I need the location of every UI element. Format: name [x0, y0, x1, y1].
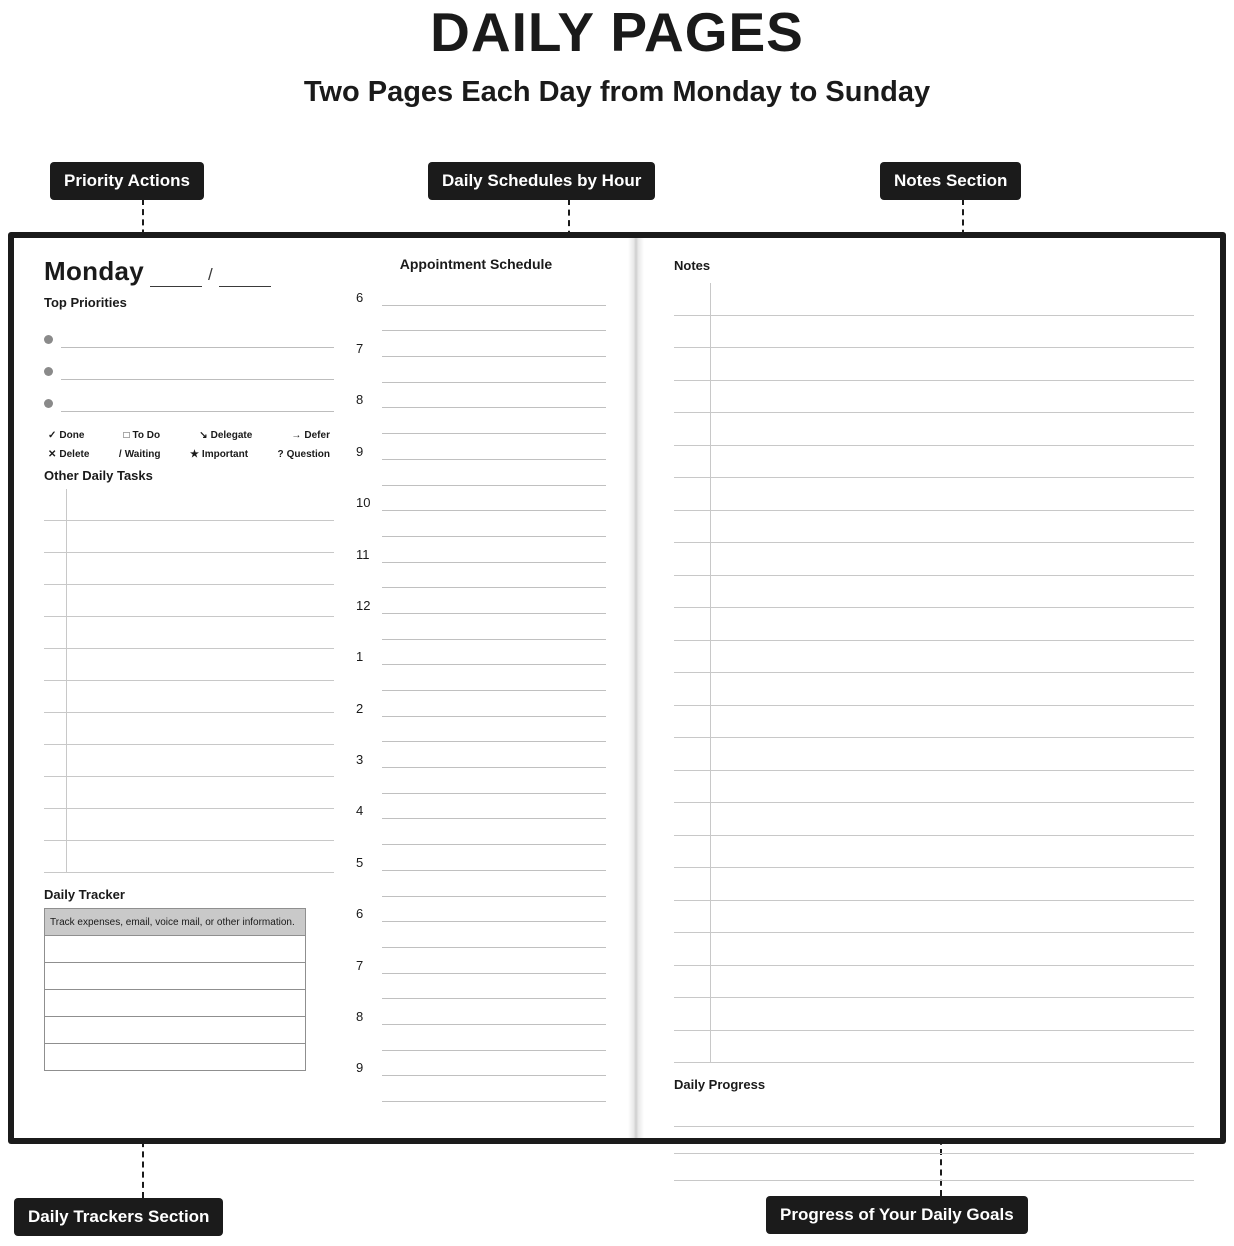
- legend-label: Question: [286, 449, 330, 460]
- schedule-row-6-half[interactable]: [356, 922, 606, 948]
- schedule-row-2-half[interactable]: [356, 717, 606, 743]
- tracker-cell[interactable]: [45, 990, 306, 1017]
- legend-row-2: [44, 449, 334, 460]
- tasks-column: [44, 256, 334, 1128]
- legend-label: Delete: [59, 449, 90, 460]
- schedule-hour-label: 5: [356, 854, 364, 870]
- callout-daily-trackers: Daily Trackers Section: [14, 1198, 223, 1236]
- schedule-hour-label: 9: [356, 1060, 364, 1076]
- task-symbol-legend: [44, 430, 334, 460]
- task-margin-rule: [66, 489, 67, 873]
- notes-line[interactable]: [674, 576, 1194, 609]
- schedule-rule: [382, 510, 606, 511]
- bullet-icon: [44, 367, 53, 376]
- other-daily-tasks-label: Other Daily Tasks: [44, 468, 153, 483]
- schedule-rule: [382, 356, 606, 357]
- notes-line[interactable]: [674, 283, 1194, 316]
- legend-label: Done: [59, 430, 85, 441]
- schedule-row-2[interactable]: [356, 691, 606, 717]
- notes-line[interactable]: [674, 933, 1194, 966]
- schedule-rule: [382, 741, 606, 742]
- schedule-rule: [382, 818, 606, 819]
- tracker-cell[interactable]: [45, 963, 306, 990]
- legend-symbol-icon: ↘: [199, 430, 208, 441]
- schedule-hour-label: 9: [356, 443, 364, 459]
- schedule-row-3[interactable]: [356, 742, 606, 768]
- schedule-rule: [382, 1050, 606, 1051]
- schedule-rule: [382, 433, 606, 434]
- schedule-rule: [382, 690, 606, 691]
- task-line[interactable]: [44, 777, 334, 809]
- table-row[interactable]: [45, 1044, 306, 1071]
- legend-item-to-do: [123, 430, 160, 441]
- tracker-cell[interactable]: [45, 936, 306, 963]
- planner-book: [8, 232, 1226, 1144]
- schedule-rule: [382, 998, 606, 999]
- notes-margin-rule: [710, 283, 711, 1063]
- legend-item-waiting: [119, 449, 161, 460]
- schedule-row-5[interactable]: [356, 845, 606, 871]
- schedule-rule: [382, 793, 606, 794]
- bullet-icon: [44, 399, 53, 408]
- legend-symbol-icon: /: [118, 449, 122, 460]
- legend-item-delete: [48, 449, 89, 460]
- appointment-schedule-title: Appointment Schedule: [399, 256, 553, 272]
- table-row[interactable]: [45, 936, 306, 963]
- schedule-row-4-half[interactable]: [356, 819, 606, 845]
- schedule-row-6-half[interactable]: [356, 306, 606, 332]
- tracker-cell[interactable]: [45, 1044, 306, 1071]
- date-field-day[interactable]: [219, 266, 271, 287]
- notes-line[interactable]: [674, 836, 1194, 869]
- schedule-rule: [382, 407, 606, 408]
- schedule-row-8-half[interactable]: [356, 1025, 606, 1051]
- priority-line[interactable]: [44, 316, 334, 348]
- legend-item-delegate: [199, 430, 252, 441]
- date-separator: /: [208, 265, 213, 284]
- schedule-row-4[interactable]: [356, 794, 606, 820]
- schedule-hour-label: 10: [356, 495, 371, 511]
- schedule-hour-label: 7: [356, 957, 364, 973]
- notes-line[interactable]: [674, 738, 1194, 771]
- legend-item-done: [48, 430, 84, 441]
- day-name: Monday: [44, 256, 145, 286]
- schedule-hour-label: 4: [356, 803, 364, 819]
- daily-progress-lines[interactable]: [674, 1100, 1194, 1181]
- schedule-hour-label: 3: [356, 752, 364, 768]
- table-row[interactable]: [45, 1017, 306, 1044]
- schedule-row-11[interactable]: [356, 537, 606, 563]
- schedule-row-9-half[interactable]: [356, 1076, 606, 1102]
- schedule-row-7[interactable]: [356, 331, 606, 357]
- day-heading: [44, 256, 334, 287]
- schedule-row-6[interactable]: [356, 280, 606, 306]
- schedule-rule: [382, 844, 606, 845]
- schedule-hour-label: 12: [356, 597, 371, 613]
- schedule-rule: [382, 921, 606, 922]
- schedule-rule: [382, 613, 606, 614]
- schedule-row-3-half[interactable]: [356, 768, 606, 794]
- table-row: [45, 909, 306, 936]
- schedule-rule: [382, 767, 606, 768]
- page-title: DAILY PAGES: [430, 1, 804, 63]
- table-row[interactable]: [45, 990, 306, 1017]
- task-line[interactable]: [44, 713, 334, 745]
- schedule-rule: [382, 1101, 606, 1102]
- notes-line[interactable]: [674, 641, 1194, 674]
- callout-notes-section: Notes Section: [880, 162, 1021, 200]
- task-line[interactable]: [44, 681, 334, 713]
- notes-line[interactable]: [674, 803, 1194, 836]
- task-line[interactable]: [44, 489, 334, 521]
- callout-priority-actions: Priority Actions: [50, 162, 204, 200]
- schedule-row-8[interactable]: [356, 383, 606, 409]
- notes-line[interactable]: [674, 1031, 1194, 1064]
- schedule-rule: [382, 459, 606, 460]
- task-line[interactable]: [44, 649, 334, 681]
- legend-label: Delegate: [210, 430, 253, 441]
- daily-tracker-label: Daily Tracker: [44, 887, 125, 902]
- schedule-row-10-half[interactable]: [356, 511, 606, 537]
- book-spine: [628, 238, 644, 1138]
- schedule-row-12-half[interactable]: [356, 614, 606, 640]
- schedule-hour-label: 1: [356, 649, 364, 665]
- notes-line[interactable]: [674, 966, 1194, 999]
- schedule-row-9[interactable]: [356, 434, 606, 460]
- schedule-row-5-half[interactable]: [356, 871, 606, 897]
- schedule-row-6[interactable]: [356, 897, 606, 923]
- priority-rule: [61, 347, 334, 348]
- schedule-rule: [382, 330, 606, 331]
- legend-item-defer: [291, 430, 330, 441]
- notes-line[interactable]: [674, 316, 1194, 349]
- schedule-rule: [382, 382, 606, 383]
- schedule-row-11-half[interactable]: [356, 563, 606, 589]
- legend-symbol-icon: ?: [277, 449, 284, 460]
- schedule-row-7[interactable]: [356, 948, 606, 974]
- notes-line[interactable]: [674, 771, 1194, 804]
- schedule-row-10[interactable]: [356, 486, 606, 512]
- schedule-rule: [382, 587, 606, 588]
- schedule-rule: [382, 716, 606, 717]
- legend-symbol-icon: □: [123, 430, 130, 441]
- schedule-hour-label: 8: [356, 1008, 364, 1024]
- callout-daily-goals-progress: Progress of Your Daily Goals: [766, 1196, 1028, 1234]
- schedule-rule: [382, 536, 606, 537]
- schedule-hour-label: 6: [356, 906, 364, 922]
- schedule-rule: [382, 639, 606, 640]
- notes-line[interactable]: [674, 413, 1194, 446]
- notes-line[interactable]: [674, 868, 1194, 901]
- task-line[interactable]: [44, 617, 334, 649]
- notes-line[interactable]: [674, 348, 1194, 381]
- legend-row-1: [44, 430, 334, 441]
- schedule-rule: [382, 562, 606, 563]
- legend-item-important: [190, 449, 248, 460]
- progress-line[interactable]: [674, 1154, 1194, 1181]
- daily-tracker-table[interactable]: [44, 908, 306, 1071]
- other-daily-tasks-lines[interactable]: [44, 489, 334, 873]
- legend-symbol-icon: ✕: [48, 449, 57, 460]
- schedule-rule: [382, 896, 606, 897]
- progress-line[interactable]: [674, 1100, 1194, 1127]
- schedule-column: [334, 256, 606, 1128]
- schedule-hour-label: 8: [356, 392, 364, 408]
- notes-line[interactable]: [674, 998, 1194, 1031]
- schedule-rule: [382, 485, 606, 486]
- schedule-row-8-half[interactable]: [356, 408, 606, 434]
- notes-lines[interactable]: [674, 283, 1194, 1063]
- header: [0, 0, 1234, 109]
- schedule-rule: [382, 305, 606, 306]
- bullet-icon: [44, 335, 53, 344]
- priority-line[interactable]: [44, 348, 334, 380]
- progress-line[interactable]: [674, 1127, 1194, 1154]
- schedule-row-1-half[interactable]: [356, 665, 606, 691]
- schedule-row-12[interactable]: [356, 588, 606, 614]
- schedule-rule: [382, 664, 606, 665]
- schedule-row-9[interactable]: [356, 1051, 606, 1077]
- daily-progress-label: Daily Progress: [674, 1077, 766, 1092]
- priority-line[interactable]: [44, 380, 334, 412]
- notes-line[interactable]: [674, 446, 1194, 479]
- notes-line[interactable]: [674, 901, 1194, 934]
- schedule-hour-label: 11: [356, 546, 370, 562]
- table-row[interactable]: [45, 963, 306, 990]
- tracker-header-cell: Track expenses, email, voice mail, or other information.: [45, 909, 306, 936]
- tracker-cell[interactable]: [45, 1017, 306, 1044]
- schedule-hour-label: 7: [356, 341, 364, 357]
- legend-label: Defer: [304, 430, 330, 441]
- page-subtitle: Two Pages Each Day from Monday to Sunday: [303, 75, 931, 108]
- notes-line[interactable]: [674, 673, 1194, 706]
- priority-rule: [61, 411, 334, 412]
- schedule-hour-label: 2: [356, 700, 364, 716]
- schedule-hour-label: 6: [356, 289, 364, 305]
- notes-line[interactable]: [674, 511, 1194, 544]
- legend-symbol-icon: ★: [189, 449, 199, 460]
- schedule-row-7-half[interactable]: [356, 974, 606, 1000]
- legend-label: To Do: [132, 430, 161, 441]
- schedule-row-7-half[interactable]: [356, 357, 606, 383]
- legend-symbol-icon: →: [291, 430, 302, 441]
- top-priorities-list: [44, 316, 334, 412]
- schedule-rule: [382, 973, 606, 974]
- task-line[interactable]: [44, 841, 334, 873]
- task-line[interactable]: [44, 521, 334, 553]
- schedule-row-8[interactable]: [356, 999, 606, 1025]
- notes-line[interactable]: [674, 608, 1194, 641]
- legend-symbol-icon: ✓: [48, 430, 57, 441]
- notes-line[interactable]: [674, 381, 1194, 414]
- legend-item-question: [278, 449, 330, 460]
- planner-spread: [14, 238, 1220, 1138]
- task-line[interactable]: [44, 745, 334, 777]
- planner-left-page: [14, 238, 628, 1138]
- callout-daily-schedules: Daily Schedules by Hour: [428, 162, 655, 200]
- planner-right-page: [644, 238, 1220, 1138]
- legend-label: Important: [201, 449, 249, 460]
- notes-line[interactable]: [674, 543, 1194, 576]
- notes-line[interactable]: [674, 706, 1194, 739]
- schedule-rule: [382, 870, 606, 871]
- priority-rule: [61, 379, 334, 380]
- task-line[interactable]: [44, 809, 334, 841]
- appointment-schedule-rows[interactable]: [356, 280, 606, 1102]
- top-priorities-label: Top Priorities: [44, 295, 127, 310]
- notes-line[interactable]: [674, 478, 1194, 511]
- notes-label: Notes: [674, 258, 711, 273]
- schedule-row-1[interactable]: [356, 640, 606, 666]
- schedule-rule: [382, 1024, 606, 1025]
- schedule-row-9-half[interactable]: [356, 460, 606, 486]
- schedule-rule: [382, 1075, 606, 1076]
- task-line[interactable]: [44, 585, 334, 617]
- task-line[interactable]: [44, 553, 334, 585]
- legend-label: Waiting: [124, 449, 161, 460]
- schedule-rule: [382, 947, 606, 948]
- date-field-month[interactable]: [150, 266, 202, 287]
